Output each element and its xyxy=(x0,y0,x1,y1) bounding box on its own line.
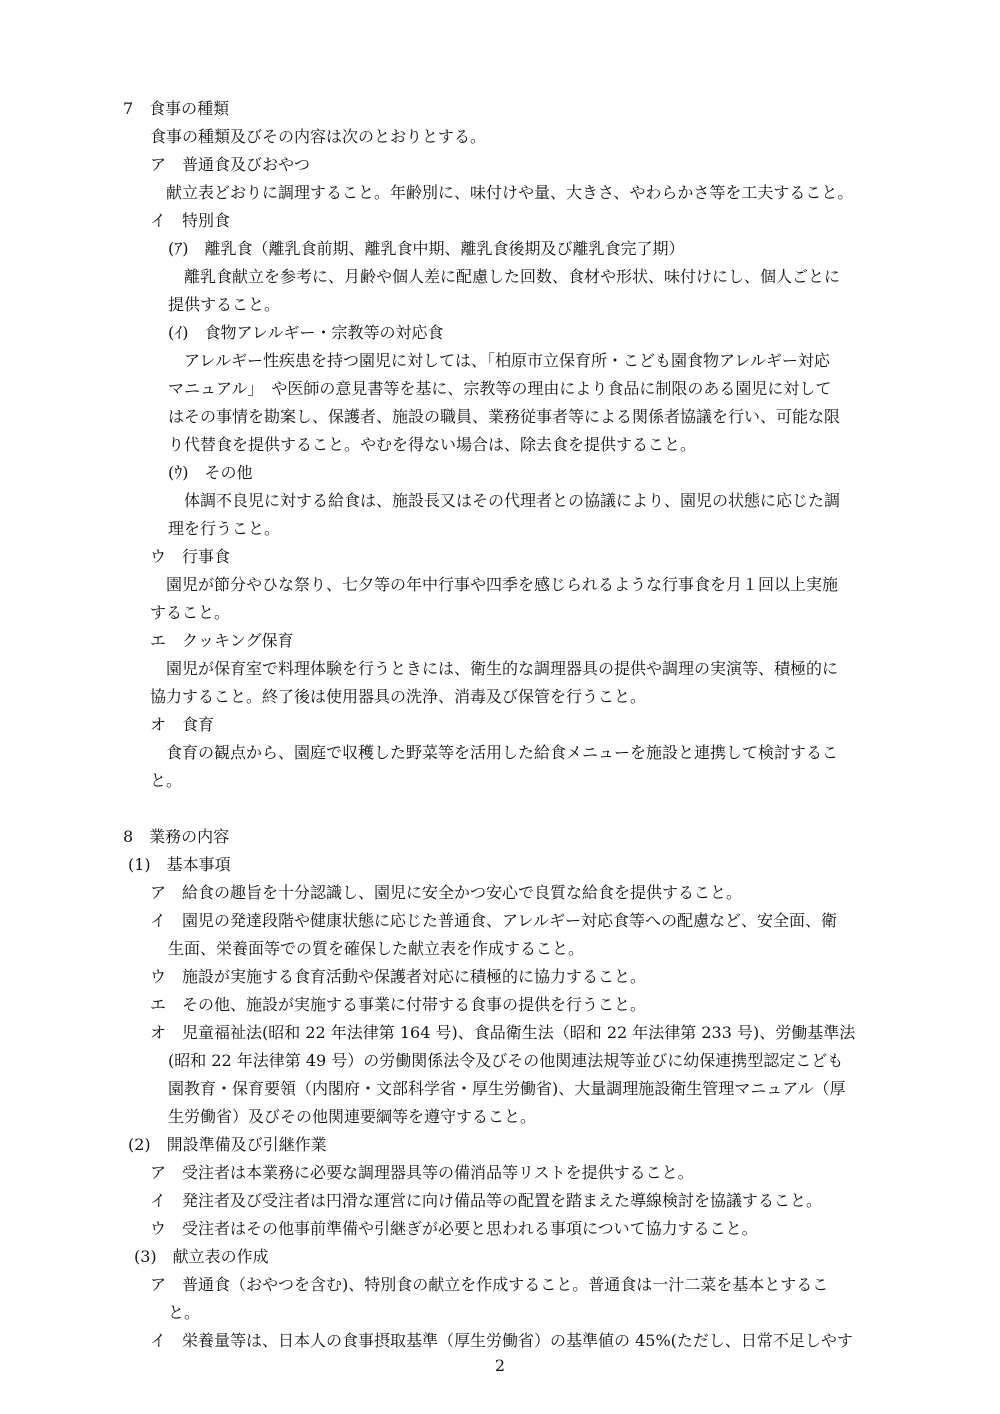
item-i2-body-line: マニュアル」 や医師の意見書等を基に、宗教等の理由により食品に制限のある園児に対して xyxy=(168,379,832,398)
subsection-1-item-o-cont: 園教育・保育要領（内閣府・文部科学省・厚生労働省)、大量調理施設衛生管理マニュアル（厚 xyxy=(168,1079,846,1098)
subsection-1-item-o-cont: (昭和 22 年法律第 49 号）の労働関係法令及びその他関連法規等並びに幼保連携型認定こども xyxy=(168,1051,844,1070)
item-u-body-line: 園児が節分やひな祭り、七夕等の年中行事や四季を感じられるような行事食を月１回以上実施 xyxy=(166,575,839,594)
subsection-3-item-i: イ 栄養量等は、日本人の食事摂取基準（厚生労働省）の基準値の 45%(ただし、日常不足しやす xyxy=(150,1331,853,1350)
item-i-title: イ 特別食 xyxy=(150,211,231,230)
subsection-1-item-a: ア 給食の趣旨を十分認識し、園児に安全かつ安心で良質な給食を提供すること。 xyxy=(150,883,743,902)
subsection-2-item-a: ア 受注者は本業務に必要な調理器具等の備消品等リストを提供すること。 xyxy=(150,1163,694,1182)
item-a-body: 献立表どおりに調理すること。年齢別に、味付けや量、大きさ、やわらかさ等を工夫すること。 xyxy=(166,183,854,202)
item-i2-body-line: り代替食を提供すること。やむを得ない場合は、除去食を提供すること。 xyxy=(168,435,697,454)
item-i3-body-line: 体調不良児に対する給食は、施設長又はその代理者との協議により、園児の状態に応じた調 xyxy=(184,491,841,510)
item-i1-title: (ｱ) 離乳食（離乳食前期、離乳食中期、離乳食後期及び離乳食完了期） xyxy=(168,239,685,258)
item-o-body-line: と。 xyxy=(150,771,183,790)
item-e-body-line: 協力すること。終了後は使用器具の洗浄、消毒及び保管を行うこと。 xyxy=(150,687,647,706)
subsection-1-title: (1) 基本事項 xyxy=(128,855,231,874)
subsection-2-item-u: ウ 受注者はその他事前準備や引継ぎが必要と思われる事項について協力すること。 xyxy=(150,1219,758,1238)
section-7-heading: 7 食事の種類 xyxy=(123,99,230,118)
item-o-title: オ 食育 xyxy=(150,715,215,734)
section-7-intro: 食事の種類及びその内容は次のとおりとする。 xyxy=(150,127,487,146)
item-o-body-line: 食育の観点から、園庭で収穫した野菜等を活用した給食メニューを施設と連携して検討するこ xyxy=(166,743,839,762)
subsection-2-item-i: イ 発注者及び受注者は円滑な運営に向け備品等の配置を踏まえた導線検討を協議すること。 xyxy=(150,1191,823,1210)
subsection-1-item-u: ウ 施設が実施する食育活動や保護者対応に積極的に協力すること。 xyxy=(150,967,647,986)
item-i3-body-line: 理を行うこと。 xyxy=(168,519,281,538)
subsection-1-item-i: イ 園児の発達段階や健康状態に応じた普通食、アレルギー対応食等への配慮など、安全面、衛 xyxy=(150,911,837,930)
page-number: 2 xyxy=(494,1356,506,1375)
item-u-body-line: すること。 xyxy=(150,603,231,622)
subsection-3-item-a: ア 普通食（おやつを含む)、特別食の献立を作成すること。普通食は一汁二菜を基本とするこ xyxy=(150,1275,829,1294)
item-i2-title: (ｲ) 食物アレルギー・宗教等の対応食 xyxy=(168,323,444,342)
item-e-title: エ クッキング保育 xyxy=(150,631,294,650)
subsection-1-item-i-cont: 生面、栄養面等での質を確保した献立表を作成すること。 xyxy=(168,939,585,958)
section-8-heading: 8 業務の内容 xyxy=(123,827,230,846)
subsection-2-title: (2) 開設準備及び引継作業 xyxy=(128,1135,327,1154)
item-i2-body-line: はその事情を勘案し、保護者、施設の職員、業務従事者等による関係者協議を行い、可能な限 xyxy=(168,407,841,426)
item-i1-body-line: 提供すること。 xyxy=(168,295,281,314)
item-a-title: ア 普通食及びおやつ xyxy=(150,155,311,174)
item-i1-body-line: 離乳食献立を参考に、月齢や個人差に配慮した回数、食材や形状、味付けにし、個人ごとに xyxy=(184,267,841,286)
subsection-3-title: (3) 献立表の作成 xyxy=(134,1247,269,1266)
subsection-3-item-a-cont: と。 xyxy=(168,1303,201,1322)
item-e-body-line: 園児が保育室で料理体験を行うときには、衛生的な調理器具の提供や調理の実演等、積極的に xyxy=(166,659,839,678)
subsection-1-item-e: エ その他、施設が実施する事業に付帯する食事の提供を行うこと。 xyxy=(150,995,647,1014)
subsection-1-item-o: オ 児童福祉法(昭和 22 年法律第 164 号)、食品衛生法（昭和 22 年法律第 233 号)、労働基準法 xyxy=(150,1023,856,1042)
item-i3-title: (ｳ) その他 xyxy=(168,463,253,482)
item-u-title: ウ 行事食 xyxy=(150,547,231,566)
item-i2-body-line: アレルギー性疾患を持つ園児に対しては、「柏原市立保育所・こども園食物アレルギー対応 xyxy=(184,351,830,370)
subsection-1-item-o-cont: 生労働省）及びその他関連要綱等を遵守すること。 xyxy=(168,1107,537,1126)
